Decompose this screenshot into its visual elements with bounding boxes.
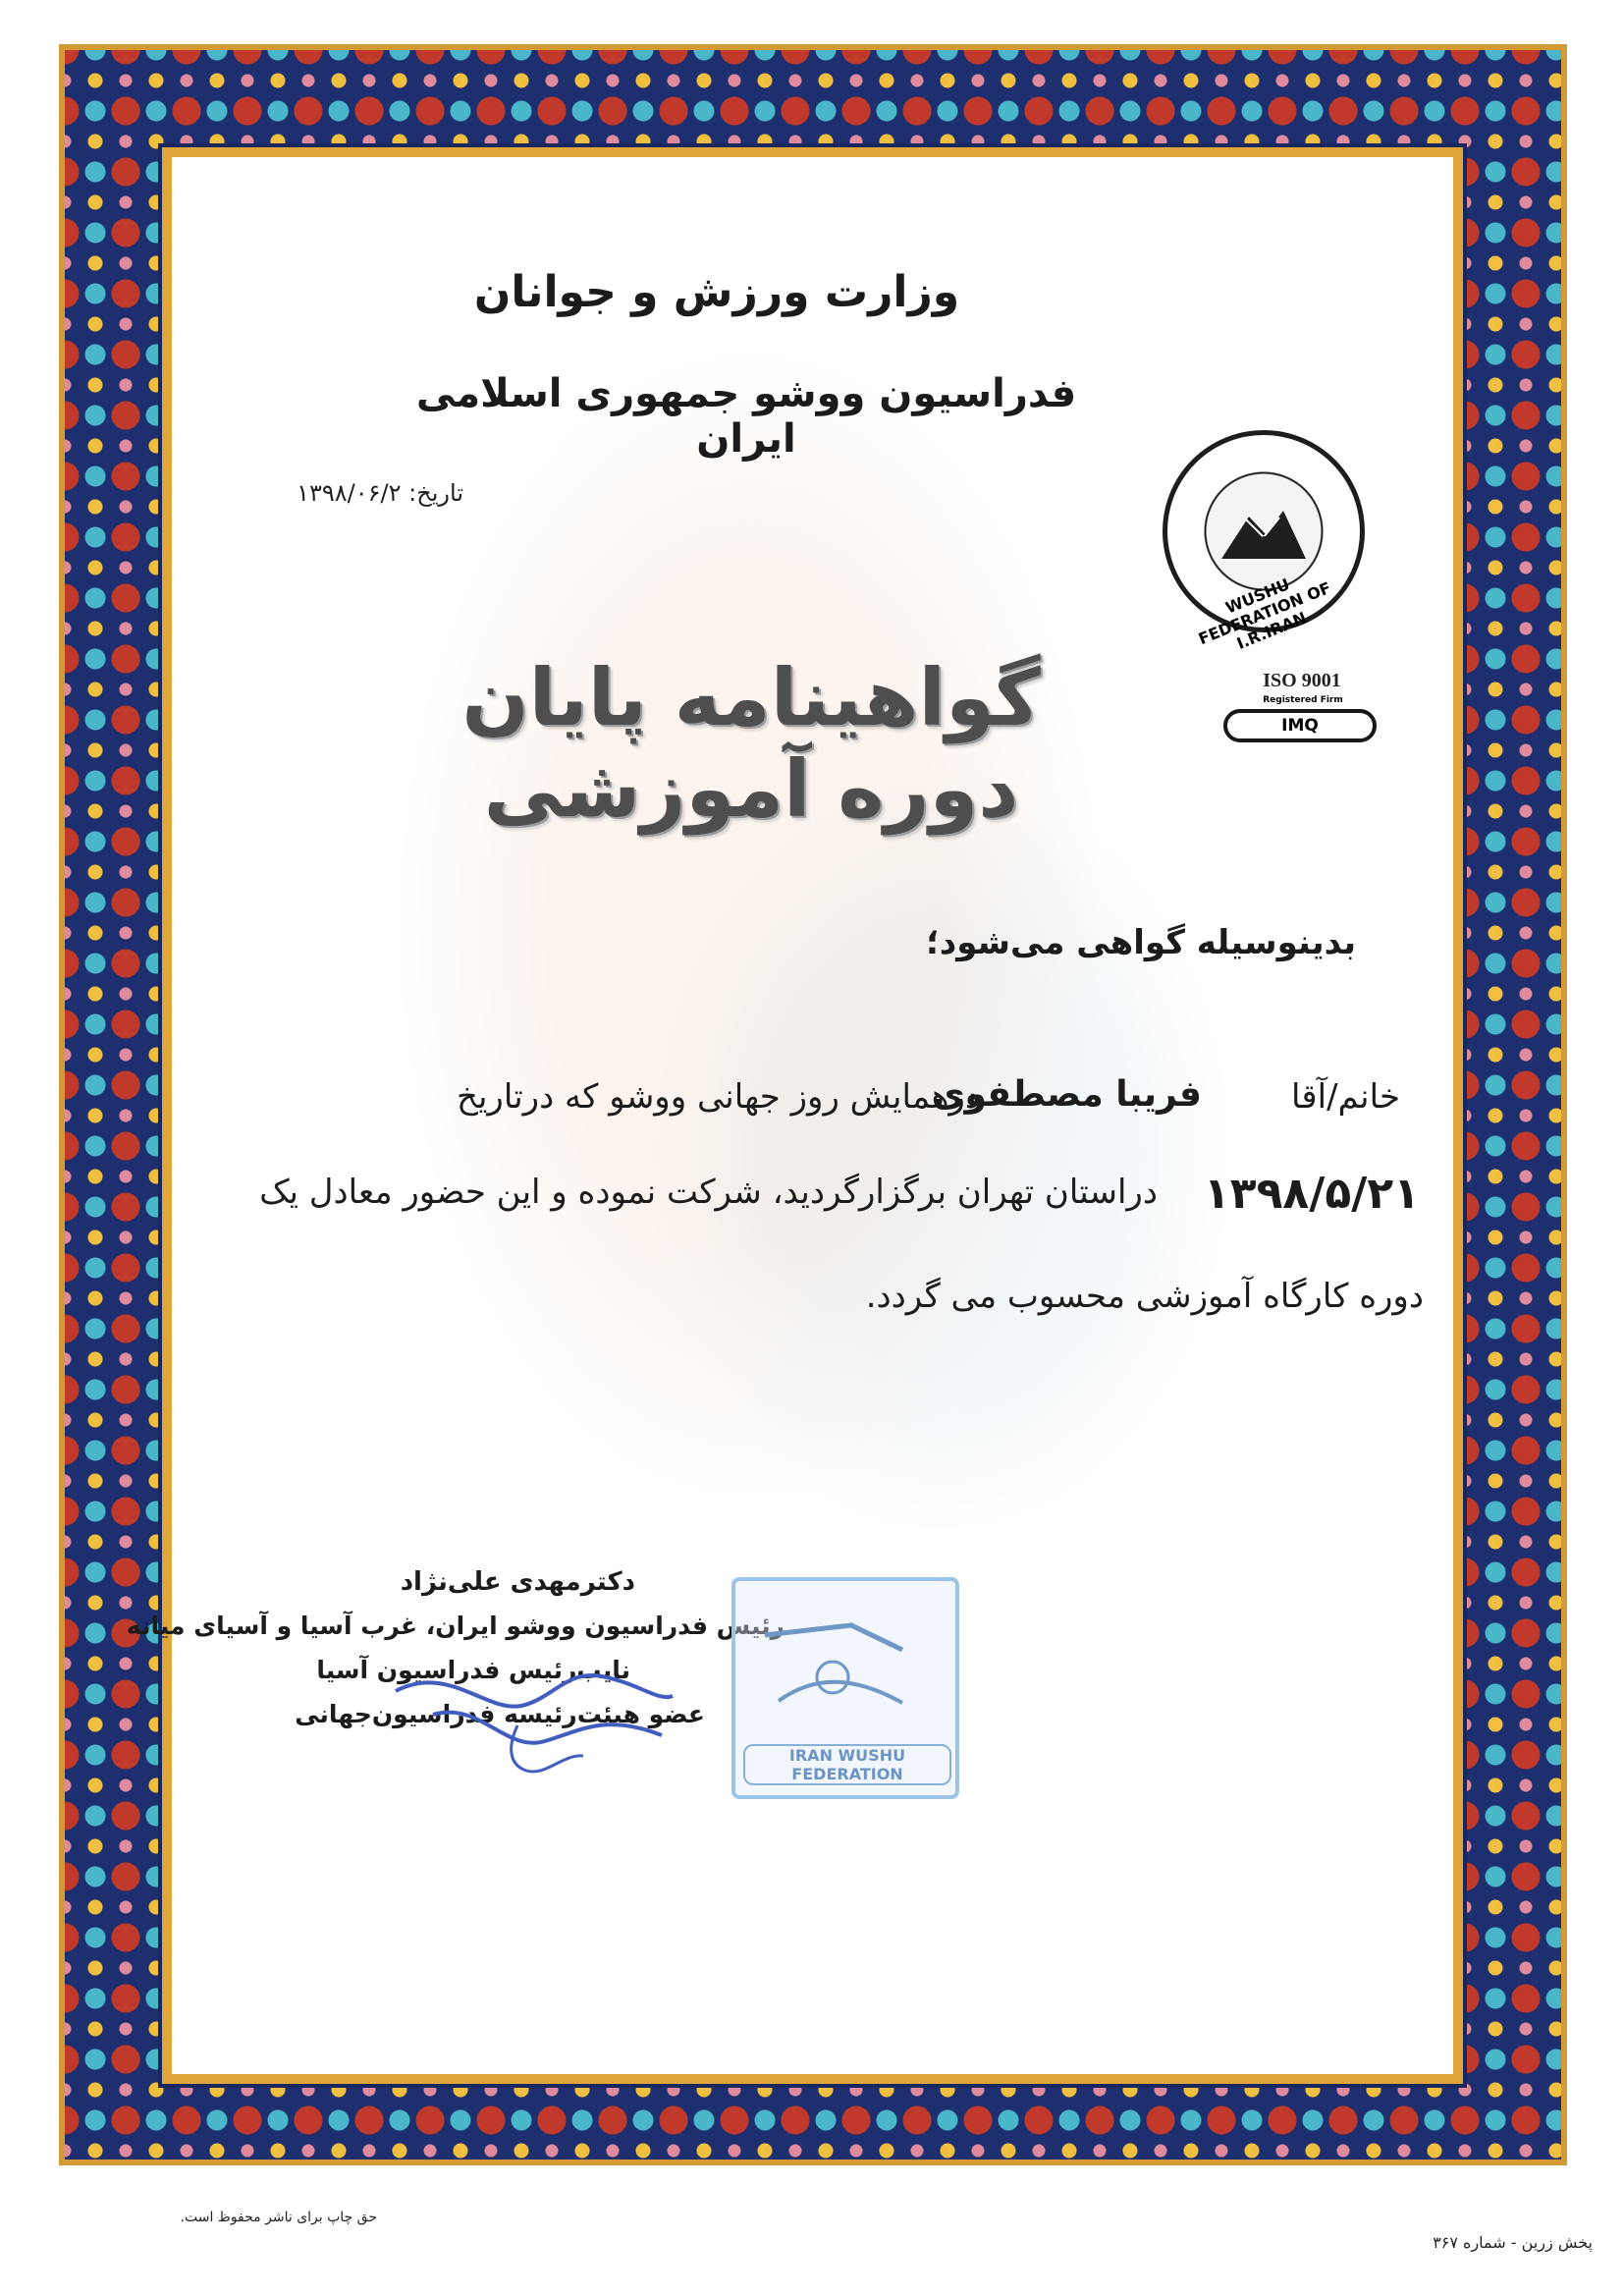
event-text: درهمایش روز جهانی ووشو که درتاریخ: [457, 1077, 980, 1117]
event-location: دراستان تهران برگزارگردید، شرکت نموده و این حضور معادل یک: [259, 1173, 1158, 1212]
ministry-title: وزارت ورزش و جوانان: [473, 267, 960, 317]
issue-date: [257, 479, 463, 507]
line1-prefix: خانم/آقا: [1291, 1077, 1400, 1117]
signatory-role-3: عضو هیئت‌رئیسه فدراسیون‌جهانی: [295, 1700, 705, 1728]
publisher-footer: پخش زرین - شماره ۳۶۷: [1433, 2233, 1593, 2252]
date-value: ۱۳۹۸/۰۶/۲: [297, 479, 402, 507]
seal-caption: WUSHU FEDERATION OF I.R.IRAN: [1195, 574, 1334, 653]
date-label: تاریخ:: [408, 479, 463, 507]
imq-logo: IMQ: [1223, 709, 1377, 742]
certificate-title: گواهینامه پایان دوره آموزشی: [461, 652, 1041, 835]
event-date: ۱۳۹۸/۵/۲۱: [1203, 1169, 1420, 1219]
official-stamp: [731, 1577, 959, 1799]
signature: [378, 1660, 692, 1787]
signatory-role-2: نایب‌رئیس فدراسیون آسیا: [316, 1656, 630, 1684]
stamp-text: IRAN WUSHU FEDERATION: [743, 1744, 951, 1785]
recipient-name: فریبا مصطفوی: [932, 1074, 1202, 1115]
federation-title: فدراسیون ووشو جمهوری اسلامی ایران: [415, 371, 1077, 462]
copyright-footer: حق چاپ برای ناشر محفوظ است.: [180, 2210, 377, 2225]
iso-subtitle: Registered Firm: [1263, 695, 1343, 705]
certificate-closing: دوره کارگاه آموزشی محسوب می گردد.: [865, 1277, 1424, 1316]
certificate-intro: بدینوسیله گواهی می‌شود؛: [926, 923, 1356, 962]
iso-badge: ISO 9001: [1263, 670, 1341, 691]
signatory-name: دکترمهدی علی‌نژاد: [400, 1567, 635, 1597]
signatory-role-1: رئیس فدراسیون ووشو ایران، غرب آسیا و آسیای میانه: [126, 1612, 785, 1640]
stamp-emblem: [735, 1581, 955, 1738]
